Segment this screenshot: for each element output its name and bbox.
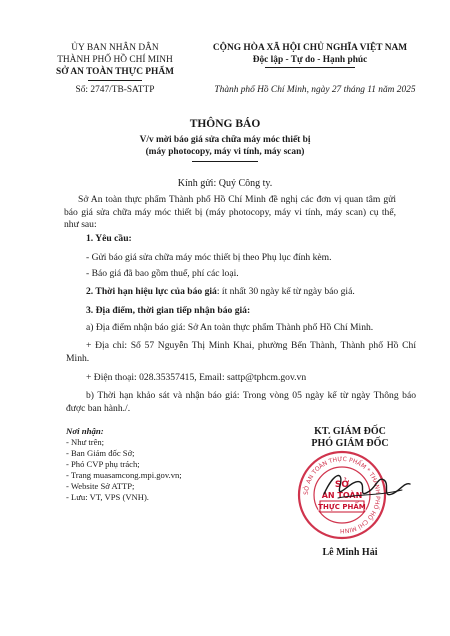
place-date: Thành phố Hồ Chí Minh, ngày 27 tháng 11 năm 2025 (214, 85, 416, 95)
doc-title: THÔNG BÁO (189, 118, 261, 130)
agency-line1: ỦY BAN NHÂN DÂN (71, 43, 159, 53)
doc-number: Số: 2747/TB-SATTP (75, 85, 155, 95)
section3-location: a) Địa điểm nhận báo giá: Sở An toàn thực phẩm Thành phố Hồ Chí Minh. (86, 322, 374, 333)
intro-paragraph (64, 194, 396, 232)
recipient-line: Kính gửi: Quý Công ty. (177, 178, 273, 189)
section1-item: - Báo giá đã bao gồm thuế, phí các loại. (86, 268, 239, 279)
agency-line2: THÀNH PHỐ HỒ CHÍ MINH (57, 55, 173, 65)
signer-name: Lê Minh Hải (322, 547, 378, 558)
section2-heading: 2. Thời hạn hiệu lực của báo giá (86, 286, 217, 297)
intro-text: Sở An toàn thực phẩm Thành phố Hồ Chí Minh đề nghị các đơn vị quan tâm gửi báo giá sửa chữa máy móc thiết bị (máy photocopy, máy vi tính, máy scan) cụ thể, như sau: (64, 194, 396, 230)
section3-heading: 3. Địa điểm, thời gian tiếp nhận báo giá: (86, 305, 251, 316)
section2-line (86, 286, 416, 299)
signature-title-line1: KT. GIÁM ĐỐC (314, 426, 386, 437)
recipient-item: - Ban Giám đốc Sở; (66, 448, 135, 458)
handwritten-signature (318, 464, 414, 514)
agency-underline (88, 80, 142, 81)
stamp-center-line1: SỞ (334, 480, 350, 490)
agency-block (40, 42, 190, 78)
recipient-item: - Lưu: VT, VPS (VNH). (66, 492, 149, 502)
doc-subject-line1: V/v mời báo giá sửa chữa máy móc thiết bị (139, 135, 311, 145)
recipient-item: - Website Sở ATTP; (66, 481, 135, 491)
recipients-heading: Nơi nhận: (66, 426, 104, 436)
title-underline (192, 161, 258, 162)
recipient-item: - Phó CVP phụ trách; (66, 459, 140, 469)
section3-phone: + Điện thoại: 028.35357415, Email: sattp@tphcm.gov.vn (86, 372, 307, 383)
section3-address: + Địa chỉ: Số 57 Nguyễn Thị Minh Khai, phường Bến Thành, Thành phố Hồ Chí Minh. (66, 340, 416, 364)
section1-heading: 1. Yêu cầu: (86, 233, 132, 244)
nation-line2: Độc lập - Tự do - Hạnh phúc (252, 55, 368, 65)
recipient-item: - Như trên; (66, 437, 105, 447)
recipients-block (66, 425, 226, 503)
section1-item: - Gửi báo giá sửa chữa máy móc thiết bị theo Phụ lục đính kèm. (86, 252, 332, 263)
recipient-item: - Trang muasamcong.mpi.gov.vn; (66, 470, 182, 480)
doc-subject-line2: (máy photocopy, máy vi tính, máy scan) (145, 147, 305, 157)
signature-title-line2: PHÓ GIÁM ĐỐC (311, 438, 389, 449)
stamp-ring-text: SỞ AN TOÀN THỰC PHẨM * THÀNH PHỐ HỒ CHÍ MINH (302, 455, 382, 535)
section3-deadline: b) Thời hạn khảo sát và nhận báo giá: Trong vòng 05 ngày kể từ ngày Thông báo được ban hành./. (66, 390, 416, 414)
nation-underline (265, 67, 355, 68)
section2-text: : ít nhất 30 ngày kể từ ngày báo giá. (216, 286, 355, 297)
agency-line3: SỞ AN TOÀN THỰC PHẨM (56, 67, 174, 77)
stamp-center-line3: THỰC PHẨM (318, 503, 366, 511)
nation-line1: CỘNG HÒA XÃ HỘI CHỦ NGHĨA VIỆT NAM (212, 43, 408, 53)
stamp-center-line2: AN TOÀN (321, 491, 363, 500)
